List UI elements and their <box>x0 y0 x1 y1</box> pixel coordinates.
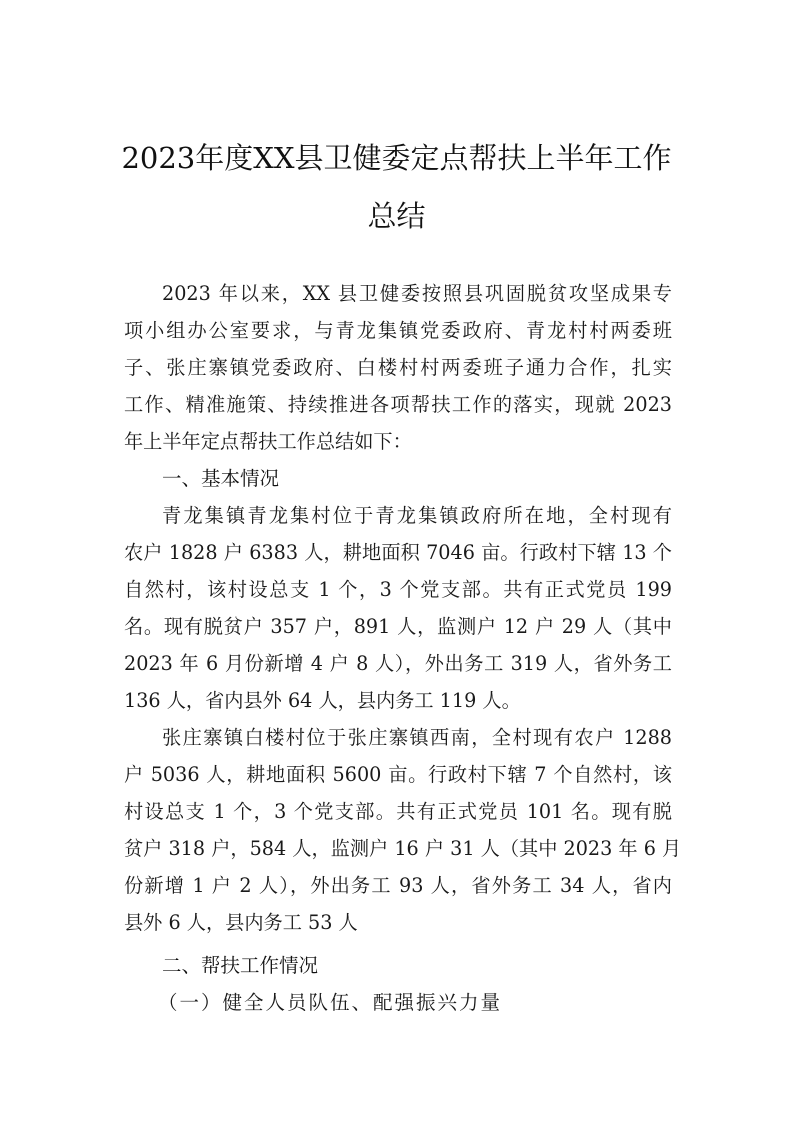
paragraph-line: 村设总支 1 个，3 个党支部。共有正式党员 101 名。现有脱 <box>124 800 672 823</box>
paragraph-line: 县外 6 人，县内务工 53 人 <box>124 911 358 934</box>
paragraph-line: 自然村，该村设总支 1 个，3 个党支部。共有正式党员 199 <box>124 578 672 601</box>
intro-line: 2023 年以来，XX 县卫健委按照县巩固脱贫攻坚成果专 <box>162 282 672 305</box>
intro-line: 项小组办公室要求，与青龙集镇党委政府、青龙村村两委班 <box>124 319 672 342</box>
document-title-line-1: 2023年度XX县卫健委定点帮扶上半年工作 <box>121 141 672 175</box>
paragraph-line: 2023 年 6 月份新增 4 户 8 人），外出务工 319 人，省外务工 <box>124 652 672 675</box>
intro-line: 年上半年定点帮扶工作总结如下： <box>124 430 412 453</box>
paragraph-line: 136 人，省内县外 64 人，县内务工 119 人。 <box>124 689 521 712</box>
intro-line: 子、张庄寨镇党委政府、白楼村村两委班子通力合作，扎实 <box>124 356 672 379</box>
intro-line: 工作、精准施策、持续推进各项帮扶工作的落实，现就 2023 <box>124 393 672 416</box>
paragraph-line: 青龙集镇青龙集村位于青龙集镇政府所在地，全村现有 <box>162 504 672 527</box>
section-2-heading: 二、帮扶工作情况 <box>162 954 319 977</box>
paragraph-line: 名。现有脱贫户 357 户，891 人，监测户 12 户 29 人（其中 <box>124 615 672 638</box>
document-title-line-2: 总结 <box>367 199 426 233</box>
paragraph-line: 份新增 1 户 2 人），外出务工 93 人，省外务工 34 人，省内 <box>124 874 672 897</box>
paragraph-line: 农户 1828 户 6383 人，耕地面积 7046 亩。行政村下辖 13 个 <box>124 541 672 564</box>
paragraph-line: 户 5036 人，耕地面积 5600 亩。行政村下辖 7 个自然村，该 <box>124 763 672 786</box>
paragraph-line: 贫户 318 户，584 人，监测户 16 户 31 人（其中 2023 年 6 月 <box>124 837 682 860</box>
section-1-heading: 一、基本情况 <box>162 467 280 490</box>
paragraph-line: 张庄寨镇白楼村位于张庄寨镇西南，全村现有农户 1288 <box>162 726 672 749</box>
section-2-subheading: （一）健全人员队伍、配强振兴力量 <box>158 991 503 1014</box>
